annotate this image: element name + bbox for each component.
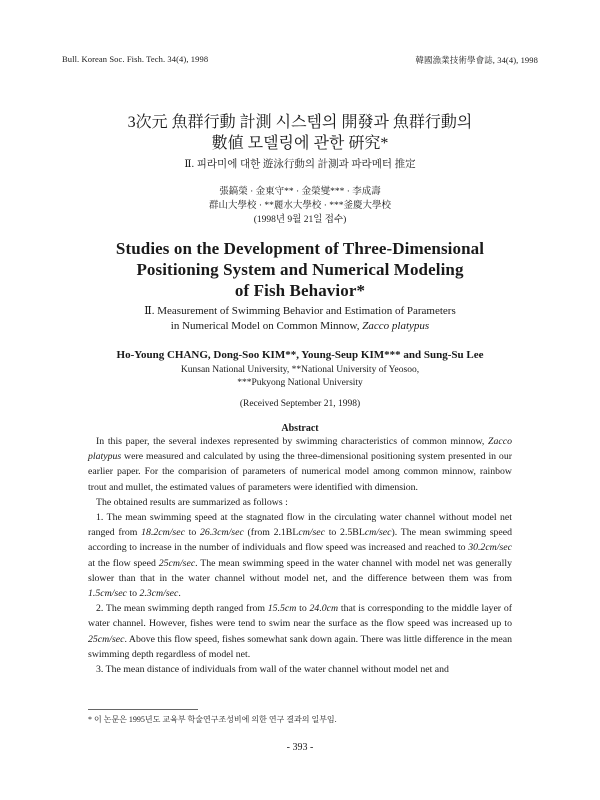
korean-received-date: (1998년 9월 21일 접수)	[253, 215, 347, 225]
abstract-paragraph-2: The obtained results are summarized as follows :	[96, 496, 288, 508]
english-affiliations	[50, 364, 550, 390]
english-title-block	[50, 238, 550, 434]
footnote: * 이 논문은 1995년도 교육부 학술연구조성비에 의한 연구 결과의 일부임.	[88, 715, 337, 724]
korean-affiliations: 群山大學校 · **麗水大學校 · ***釜慶大學校	[208, 201, 392, 211]
result-item-2: 2. The mean swimming depth ranged from 15.5cm to 24.0cm that is corresponding to the middle layer of water channel. However, fishes were tend to swim near the surface as the flow speed was increased up to 25cm/sec. Above this flow speed, fishes somewhat sank down again. There was little difference in the mean swimming depth regardless of model net.	[88, 603, 512, 660]
running-head-right: 韓國漁業技術學會誌, 34(4), 1998	[415, 55, 538, 65]
running-head-left: Bull. Korean Soc. Fish. Tech. 34(4), 1998	[62, 54, 209, 64]
english-subtitle-line1: Ⅱ. Measurement of Swimming Behavior and Estimation of Parameters	[144, 305, 456, 317]
abstract-heading: Abstract	[281, 423, 319, 434]
korean-title-line2: 數値 모델링에 관한 硏究*	[211, 135, 389, 152]
english-authors: Ho-Young CHANG, Dong-Soo KIM**, Young-Seup KIM*** and Sung-Su Lee	[116, 349, 484, 361]
abstract-body	[88, 434, 512, 677]
result-item-1: 1. The mean swimming speed at the stagnated flow in the circulating water channel without model net ranged from 18.2cm/sec to 26.3cm/sec (from 2.1BLcm/sec to 2.5BLcm/sec). The mean swimming speed according to increase in the number of individuals and flow speed was increased and reached to 30.2cm/sec at the flow speed 25cm/sec. The mean swimming speed in the water channel with model net was generally slower than that in the water channel without model net, and the difference between them was from 1.5cm/sec to 2.3cm/sec.	[88, 512, 512, 600]
result-item-3: 3. The mean distance of individuals from wall of the water channel without model net and	[96, 664, 449, 676]
english-title-line3: of Fish Behavior*	[234, 281, 366, 300]
korean-title-block	[60, 112, 540, 227]
english-title-line2: Positioning System and Numerical Modeling	[136, 260, 464, 279]
english-subtitle	[50, 304, 550, 334]
footnote-divider	[88, 709, 198, 710]
korean-subtitle: Ⅱ. 피라미에 대한 遊泳行動의 計測과 파라메터 推定	[184, 159, 416, 170]
affiliation-line1: Kunsan National University, **National University of Yeosoo,	[180, 365, 420, 375]
korean-title-line1: 3次元 魚群行動 計測 시스템의 開發과 魚群行動의	[127, 114, 473, 131]
english-subtitle-line2: in Numerical Model on Common Minnow,	[170, 320, 363, 332]
affiliation-line2: ***Pukyong National University	[237, 378, 363, 388]
korean-authors: 張鎬榮 · 金東守** · 金榮燮*** · 李成壽	[219, 187, 381, 197]
english-received-date: (Received September 21, 1998)	[239, 399, 361, 409]
abstract-paragraph-1: In this paper, the several indexes represented by swimming characteristics of common minnow, Zacco platypus were measured and calculated by using the three-dimensional positioning system presented in our earlier paper. For the comparision of parameters of numerical model among common minnow, rainbow trout and mullet, the estimated values of parameters were identified with dimension.	[88, 436, 512, 493]
running-head	[62, 54, 538, 66]
english-title-line1: Studies on the Development of Three-Dimensional	[115, 239, 485, 258]
english-title	[50, 238, 550, 301]
page-number: - 393 -	[286, 742, 314, 753]
species-name: Zacco platypus	[362, 320, 430, 332]
korean-title	[60, 112, 540, 154]
